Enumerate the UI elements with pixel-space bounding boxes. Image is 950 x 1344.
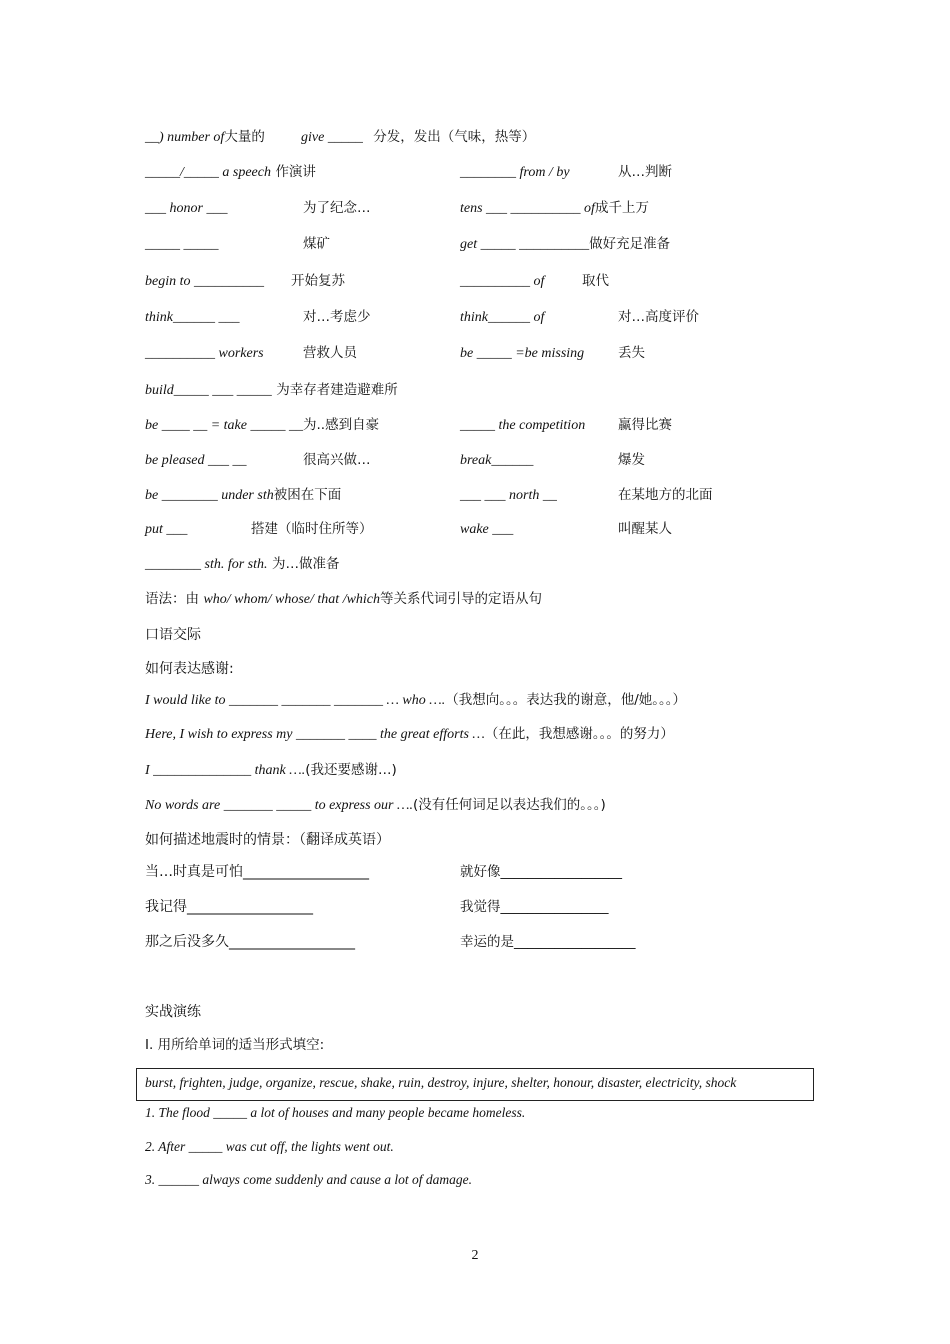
phrase-zh: 对…高度评价 [618, 309, 699, 325]
phrase-en: think______ ___ [145, 310, 240, 325]
describe-item: 当…时真是可怕__________________ [145, 864, 369, 880]
phrase-en: be _____ =be missing [460, 346, 585, 361]
phrase-en: __) number of [145, 130, 225, 145]
phrase-zh: 搭建（临时住所等） [251, 521, 373, 537]
describe-item: 幸运的是__________________ [460, 934, 636, 950]
exercise-item: 3. ______ always come suddenly and cause a lot of damage. [145, 1172, 472, 1187]
grammar-line: 语法：由 who/ whom/ whose/ that /which等关系代词引导的定语从句 [145, 591, 543, 607]
phrase-en: think______ of [460, 310, 545, 325]
phrase-en: break______ [460, 453, 534, 468]
describe-item: 我记得__________________ [145, 899, 313, 915]
phrase-zh: 为…做准备 [271, 556, 340, 572]
phrase-en: put ___ [145, 522, 188, 537]
word-bank-box: burst, frighten, judge, organize, rescue, shake, ruin, destroy, injure, shelter, honour, disaster, electricity, shock [136, 1068, 814, 1101]
phrase-row [301, 127, 535, 148]
phrase-zh: 从…判断 [618, 164, 672, 180]
phrase-zh: 取代 [582, 273, 609, 289]
phrase-en: give _____ [301, 130, 363, 145]
phrase-en: _____/_____ a speech [145, 165, 271, 180]
phrase-zh: 为幸存者建造避难所 [276, 382, 398, 398]
phrase-zh: 做好充足准备 [589, 236, 671, 252]
section-heading-describe: 如何描述地震时的情景：（翻译成英语） [145, 832, 390, 848]
phrase-en: _____ _____ [145, 237, 219, 252]
phrase-en: build_____ ___ _____ [145, 383, 272, 398]
phrase-zh: 对…考虑少 [303, 309, 371, 325]
phrase-en: be pleased ___ __ [145, 453, 247, 468]
phrase-zh: 叫醒某人 [618, 521, 672, 537]
phrase-zh: 为..感到自豪 [302, 417, 380, 433]
section-heading-thanks: 如何表达感谢: [145, 661, 234, 677]
practice-instruction: I. 用所给单词的适当形式填空: [145, 1037, 325, 1053]
phrase-en: tens ___ __________ of [460, 201, 595, 216]
phrase-zh: 开始复苏 [291, 273, 345, 289]
phrase-zh: 煤矿 [303, 236, 330, 252]
phrase-zh: 作演讲 [275, 164, 316, 180]
phrase-zh: 分发，发出（气味，热等） [373, 129, 536, 145]
phrase-zh: 成千上万 [594, 200, 649, 216]
describe-item: 那之后没多久__________________ [145, 934, 355, 950]
phrase-en: _____ the competition [460, 418, 586, 433]
phrase-en: ________ sth. for sth. [145, 557, 268, 572]
phrase-zh: 丢失 [618, 345, 645, 361]
describe-item: 就好像__________________ [460, 864, 622, 880]
phrase-en: __________ workers [145, 346, 264, 361]
page-number: 2 [471, 1248, 479, 1263]
phrase-en: be ____ __ = take _____ __ [145, 418, 303, 433]
section-heading-practice: 实战演练 [145, 1004, 201, 1020]
phrase-row [145, 127, 265, 148]
describe-item: 我觉得________________ [460, 899, 609, 915]
thanks-sentence: I would like to _______ _______ _______ … who ….（我想向。。。表达我的谢意，他/她。。。） [145, 692, 687, 708]
phrase-en: __________ of [460, 274, 545, 289]
phrase-en: ___ ___ north __ [460, 488, 557, 503]
phrase-en: begin to __________ [145, 274, 264, 289]
phrase-en: ________ from / by [460, 165, 570, 180]
phrase-en: get _____ __________ [460, 237, 590, 252]
phrase-en: wake ___ [460, 522, 514, 537]
exercise-item: 1. The flood _____ a lot of houses and many people became homeless. [145, 1105, 526, 1120]
phrase-en: be ________ under sth [145, 488, 274, 503]
exercise-item: 2. After _____ was cut off, the lights went out. [145, 1139, 394, 1154]
phrase-row [145, 162, 316, 183]
phrase-zh: 赢得比赛 [618, 417, 672, 433]
phrase-zh: 营救人员 [303, 345, 357, 361]
phrase-zh: 在某地方的北面 [618, 487, 713, 503]
phrase-en: ___ honor ___ [145, 201, 228, 216]
thanks-sentence: No words are _______ _____ to express our ….(没有任何词足以表达我们的。。。) [145, 797, 606, 813]
phrase-zh: 爆发 [618, 452, 645, 468]
phrase-zh: 被困在下面 [273, 487, 342, 503]
thanks-sentence: Here, I wish to express my _______ ____ the great efforts …（在此，我想感谢。。。的努力） [145, 726, 674, 742]
phrase-zh: 很高兴做… [303, 452, 371, 468]
thanks-sentence: I ______________ thank ….(我还要感谢…) [145, 762, 397, 778]
phrase-zh: 为了纪念… [303, 200, 371, 216]
phrase-zh: 大量的 [224, 129, 265, 145]
section-heading-oral: 口语交际 [145, 627, 201, 643]
